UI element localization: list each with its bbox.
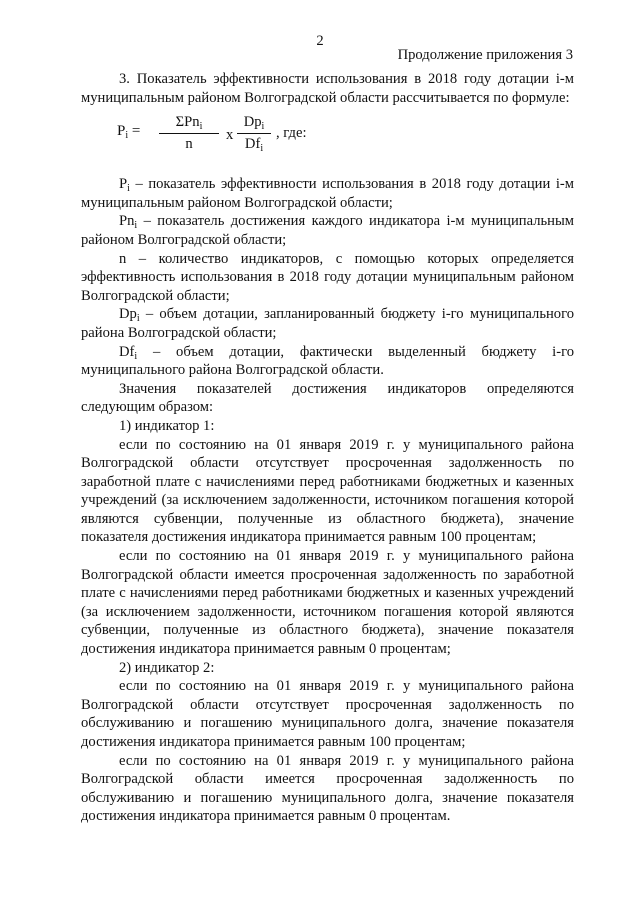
formula-denominator-n: n [185, 135, 193, 152]
formula-numerator-dp: $Dp_i$ [237, 113, 271, 134]
formula-fraction-ratio [237, 113, 271, 153]
formula-where: , где: [276, 125, 307, 142]
indicator-2-title: 2) индикатор 2: [119, 659, 215, 676]
definition-df: $Df_i$ – объем дотации, фактически выделенный бюджету i-го муниципального района Волгоградской области. [81, 343, 574, 379]
definition-dp: $Dp_i$ – объем дотации, запланированный бюджету i-го муниципального района Волгоградской области; [81, 306, 574, 341]
formula-denominator-df: $Df_i$ [244, 135, 264, 154]
definition-p: $P_i$ – показатель эффективности использования в 2018 году дотации i-м муниципальным районом Волгоградской области; [81, 176, 574, 211]
formula-numerator-sum: ΣPn$_i$ [159, 113, 219, 134]
document-body [81, 70, 574, 826]
formula-times: x [226, 127, 234, 144]
definition-n: n – количество индикаторов, с помощью которых определяется эффективность использования в 2018 году дотации муниципальным районом Волгоградской области; [81, 250, 574, 304]
values-intro: Значения показателей достижения индикаторов определяются следующим образом: [81, 380, 574, 416]
indicator-2-case-present: если по состоянию на 01 января 2019 г. у муниципального района Волгоградской области имеется просроченная задолженность по обслуживанию и погашению муниципального долга, значение показателя достижения индикатора принимается равным 0 процентам. [81, 752, 574, 825]
definition-pn: $Pn_i$ – показатель достижения каждого индикатора i-м муниципальным районом Волгоградской области; [81, 213, 574, 248]
appendix-continuation-label: Продолжение приложения 3 [397, 47, 573, 63]
formula [81, 113, 574, 161]
page-number: 2 [316, 33, 324, 49]
formula-lhs: $P_i$ = [117, 123, 141, 142]
indicator-1-title: 1) индикатор 1: [119, 417, 215, 434]
indicator-2-case-absent: если по состоянию на 01 января 2019 г. у муниципального района Волгоградской области отсутствует просроченная задолженность по обслуживанию и погашению муниципального долга, значение показателя достижения индикатора принимается равным 100 процентам; [81, 678, 574, 750]
indicator-1-case-present: если по состоянию на 01 января 2019 г. у муниципального района Волгоградской области имеется просроченная задолженность по заработной плате с начислениями перед работниками бюджетных и казенных учреждений (за исключением задолженности, источником погашения которой являются субвенции, полученные из областного бюджета), значение показателя достижения индикатора принимается равным 0 процентам; [81, 548, 574, 658]
formula-fraction-average [159, 113, 219, 153]
indicator-1-case-absent: если по состоянию на 01 января 2019 г. у муниципального района Волгоградской области отсутствует просроченная задолженность по заработной плате с начислениями перед работниками бюджетных и казенных учреждений (за исключением задолженности, источником погашения которой являются субвенции, полученные из областного бюджета), значение показателя достижения индикатора принимается равным 100 процентам; [81, 436, 574, 546]
paragraph-3: 3. Показатель эффективности использования в 2018 году дотации i-м муниципальным районом Волгоградской области рассчитывается по формуле: [81, 71, 574, 106]
